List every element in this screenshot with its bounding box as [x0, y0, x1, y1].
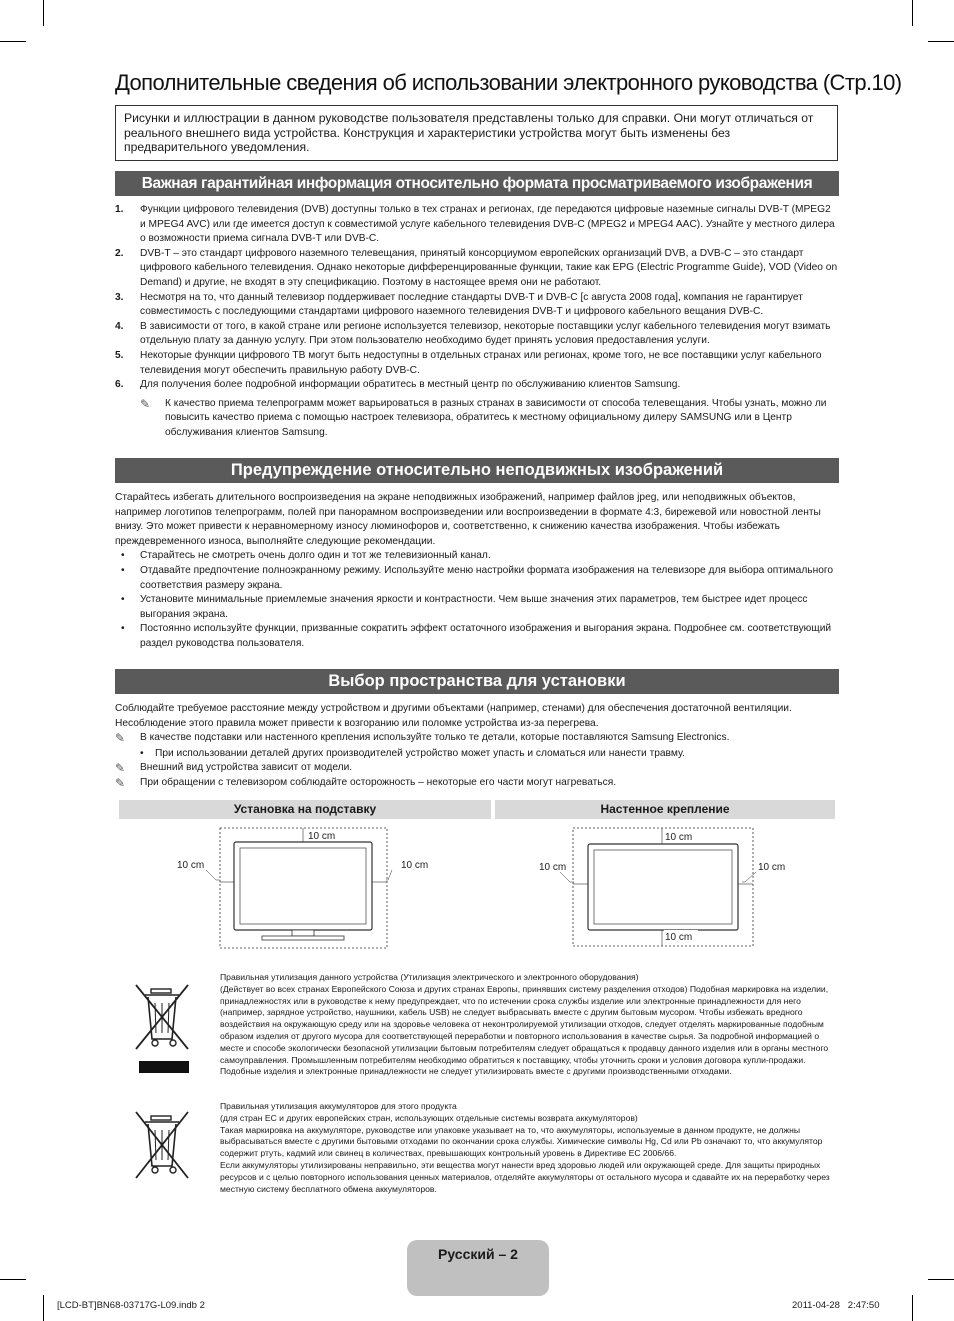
list-item: 1. Функции цифрового телевидения (DVB) доступны только в тех странах и регионах, где передаются цифровые наземные сигналы DVB-T (MPEG2 и MPEG4 AVC) или где имеется доступ к совместимой услуге кабельного телевидения DVB-C (MPEG2 и MPEG4 AAC). Узнайте у местного дилера о возможности приема сигнала DVB-T или DVB-C.	[115, 204, 835, 245]
clearance-label-bottom: 10 cm	[665, 932, 693, 943]
crop-mark	[928, 1279, 954, 1280]
still-image-intro: Старайтесь избегать длительного воспроизведения на экране неподвижных изображений, например файлов jpeg, или неподвижных объектов, например логотипов телепрограмм, полей при панорамном воспроизведении или воспроизведении в формате 4:3, бирежевой или новостной ленты внизу. Это может привести к неравномерному износу люминофоров и, соответственно, к снижению качества изображения. Чтобы избежать преждевременного износа, выполняйте следующие рекомендации.	[115, 492, 821, 547]
installation-section	[115, 702, 839, 791]
pencil-note-icon: ✎	[115, 775, 126, 790]
crop-mark	[43, 1295, 44, 1321]
clearance-label-top: 10 cm	[665, 832, 693, 843]
crop-mark	[0, 1279, 26, 1280]
stand-install-diagram	[160, 822, 460, 952]
disclaimer-text: Рисунки и иллюстрации в данном руководстве пользователя представлены только для справки. Они могут отличаться от реального внешнего вида устройства. Конструкция и характеристики устройства могут быть изменены без предварительного уведомления.	[124, 111, 814, 154]
still-image-heading: Предупреждение относительно неподвижных изображений	[115, 458, 839, 483]
crop-mark	[912, 0, 913, 26]
installation-note: ✎ В качестве подставки или настенного крепления используйте только те детали, которые поставляются Samsung Electronics.	[115, 731, 730, 746]
wall-mount-label: Настенное крепление	[495, 800, 835, 819]
warranty-list	[115, 203, 839, 441]
crop-mark	[912, 1295, 913, 1321]
crop-mark	[43, 0, 44, 26]
clearance-label-left: 10 cm	[539, 862, 567, 873]
crossed-bin-battery-icon	[133, 1110, 195, 1184]
clearance-label-right: 10 cm	[401, 860, 429, 871]
stand-install-label: Установка на подставку	[119, 800, 491, 819]
bullet-icon: •	[140, 747, 144, 759]
page-number: Русский – 2	[438, 1246, 518, 1262]
list-item: • Отдавайте предпочтение полноэкранному режиму. Используйте меню настройки формата изображения на телевизоре для выбора оптимального соответствия размеру экрана.	[115, 564, 839, 593]
list-item: 4. В зависимости от того, в какой стране или регионе используется телевизор, некоторые поставщики услуг кабельного телевидения могут взимать отдельную плату за данную услугу. При этом пользователю необходимо будет принять условия предоставления услуги.	[115, 320, 831, 347]
clearance-label-left: 10 cm	[177, 860, 205, 871]
crop-mark	[0, 41, 26, 42]
battery-disposal-text: Правильная утилизация аккумуляторов для этого продукта (для стран ЕС и других европейских стран, использующих отдельные системы возврата аккумуляторов) Такая маркировка на аккумуляторе, руководстве или упаковке указывает на то, что аккумуляторы, используемые в данном продукте, не должны выбрасываться вместе с другими бытовыми отходами по окончании срока службы. Химические символы Hg, Cd или Pb означают то, что аккумулятор содержит ртуть, кадмий или свинец в количествах, превышающих контрольный уровень в Директиве ЕС 2006/66. Если аккумуляторы утилизированы неправильно, эти вещества могут нанести вред здоровью людей или окружающей среде. Для защиты природных ресурсов и с целью повторного использования ценных материалов, отделяйте аккумуляторы от остального мусора и сдавайте их на переработку через местную систему бесплатного обмена аккумуляторов.	[220, 1101, 830, 1194]
pencil-note-icon: ✎	[115, 731, 126, 746]
print-timestamp: 2011-04-28 2:47:50	[792, 1300, 880, 1311]
list-item: • Старайтесь не смотреть очень долго один и тот же телевизионный канал.	[115, 549, 839, 564]
print-file-name: [LCD-BT]BN68-03717G-L09.indb 2	[57, 1300, 205, 1311]
installation-note: ✎ Внешний вид устройства зависит от модели.	[115, 761, 353, 776]
clearance-label-right: 10 cm	[758, 862, 786, 873]
still-image-section	[115, 491, 839, 652]
warranty-note: ✎ К качество приема телепрограмм может варьироваться в разных странах в зависимости от способа телевещания. Чтобы узнать, можно ли повысить качество приема с помощью настроек телевизора, обратитесь к местному официальному дилеру SAMSUNG или в Центр обслуживания клиентов Samsung.	[115, 397, 839, 441]
list-item: 6. Для получения более подробной информации обратитесь в местный центр по обслуживанию клиентов Samsung.	[115, 379, 681, 391]
list-item: • При использовании деталей других производителей устройство может упасть и сломаться или нанести травму.	[115, 747, 839, 762]
page-title: Дополнительные сведения об использовании электронного руководства (Стр.10)	[115, 70, 902, 95]
crop-mark	[928, 41, 954, 42]
pencil-note-icon: ✎	[115, 761, 126, 776]
weee-disposal-text: Правильная утилизация данного устройства (Утилизация электрического и электронного оборудования) (Действует во всех странах Европейского Союза и других странах Европы, принявших систему разделения отходов) Подобная маркировка на изделии, принадлежностях или в руководстве к нему предупреждает, что по истечении срока службы изделие или электронные принадлежности для него (например, зарядное устройство, наушники, кабель USB) не следует выбрасывать вместе с другим бытовым мусором. Чтобы избежать вредного воздействия на окружающую среду или на здоровье человека от неконтролируемой утилизации отходов, следует отделять маркированные подобным образом изделия от другого мусора для соответствующей переработки и повторного использования в качестве сырья. За подробной информацией о месте и способе экологически безопасной утилизации бытовым потребителям следует обращаться к продавцу данного изделия или в органы местного самоуправления. Промышленным потребителям необходимо обратиться к поставщику, чтобы уточнить сроки и условия договора купли-продажи. Подобные изделия и электронные принадлежности не следует утилизировать вместе с другими производственными отходами.	[220, 972, 829, 1077]
list-item: 5. Некоторые функции цифрового ТВ могут быть недоступны в отдельных странах или регионах, кроме того, не все поставщики услуг кабельного телевидения могут обеспечить правильную работу DVB-C.	[115, 349, 822, 376]
installation-intro: Соблюдайте требуемое расстояние между устройством и другими объектами (например, стенами) для обеспечения достаточной вентиляции. Несоблюдение этого правила может привести к возгоранию или поломке устройства из-за перегрева.	[115, 703, 792, 729]
list-item: • Постоянно используйте функции, призванные сократить эффект остаточного изображения и выгорания экрана. Подробнее см. соответствующий раздел руководства пользователя.	[115, 622, 839, 651]
list-item: 3. Несмотря на то, что данный телевизор поддерживает последние стандарты DVB-T и DVB-C [с августа 2008 года], компания не гарантирует совместимость с последующими стандартами цифрового наземного телевидения DVB-T и цифрового кабельного вещания DVB-C.	[115, 291, 803, 318]
bullet-icon: •	[121, 623, 125, 635]
disclaimer-box	[115, 105, 838, 161]
crossed-bin-icon	[133, 983, 195, 1075]
list-item: 2. DVB-T – это стандарт цифрового наземного телевещания, принятый консорциумом европейских организаций DVB, а DVB-C – это стандарт цифрового кабельного телевидения. Однако некоторые дифференцированные функции, такие как EPG (Electric Programme Guide), VOD (Video on Demand) и другие, не входят в эту спецификацию. Поэтому в настоящее время они не работают.	[115, 247, 838, 288]
bullet-icon: •	[121, 564, 125, 576]
installation-heading: Выбор пространства для установки	[115, 669, 839, 694]
pencil-note-icon: ✎	[140, 396, 151, 411]
clearance-label-top: 10 cm	[308, 831, 336, 842]
bullet-icon: •	[121, 550, 125, 562]
wall-mount-diagram	[530, 822, 800, 952]
list-item: • Установите минимальные приемлемые значения яркости и контрастности. Чем выше значения этих параметров, тем быстрее идет процесс выгорания экрана.	[115, 593, 839, 622]
bullet-icon: •	[121, 594, 125, 606]
warranty-heading: Важная гарантийная информация относительно формата просматриваемого изображения	[115, 171, 839, 196]
installation-note: ✎ При обращении с телевизором соблюдайте осторожность – некоторые его части могут нагреваться.	[115, 775, 617, 790]
